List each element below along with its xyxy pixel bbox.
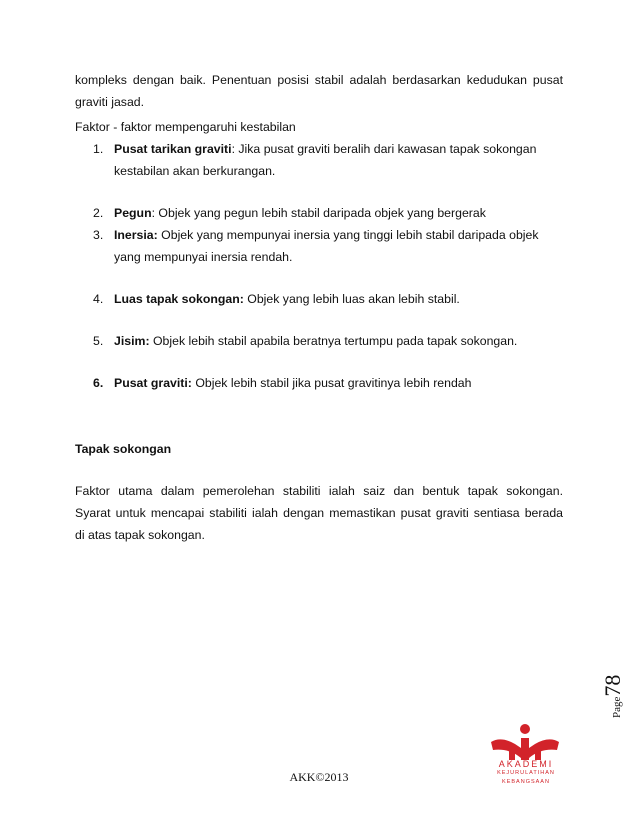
list-number: 6. [93, 376, 104, 390]
factors-heading: Faktor - faktor mempengaruhi kestabilan [75, 120, 296, 134]
footer-copyright: AKK©2013 [289, 770, 349, 784]
list-text: Objek yang pegun lebih stabil daripada objek yang bergerak [158, 206, 486, 220]
list-term: Pegun [114, 206, 152, 220]
list-term: Pusat graviti: [114, 376, 192, 390]
list-term: Pusat tarikan graviti [114, 142, 232, 156]
list-text: Objek yang lebih luas akan lebih stabil. [247, 292, 460, 306]
list-item [93, 138, 563, 182]
logo-line-2: KEJURULATIHAN [497, 770, 555, 776]
list-number: 5. [93, 334, 104, 348]
intro-line-2: graviti jasad. [75, 95, 145, 109]
list-term: Inersia: [114, 228, 158, 242]
logo-line-3: KEBANGSAAN [502, 779, 550, 785]
list-text: Jika pusat graviti beralih dari kawasan tapak sokongan kestabilan akan berkurangan. [114, 142, 537, 178]
list-text: Objek lebih stabil jika pusat gravitinya lebih rendah [195, 376, 472, 390]
logo-line-1: AKADEMI [498, 759, 554, 769]
list-number: 1. [93, 142, 104, 156]
page-number-value: 78 [600, 674, 625, 697]
page-number [590, 640, 630, 720]
list-item [93, 202, 563, 224]
intro-paragraph [75, 69, 563, 113]
page-label: Page [611, 696, 623, 718]
list-text: Objek lebih stabil apabila beratnya tertumpu pada tapak sokongan. [152, 334, 518, 348]
list-item [93, 330, 563, 352]
list-separator: : [231, 142, 239, 156]
list-item [93, 372, 563, 394]
section-line-1: Faktor utama dalam pemerolehan stabiliti ialah saiz dan bentuk tapak sokongan. [75, 484, 563, 498]
list-term: Luas tapak sokongan: [114, 292, 244, 306]
section-title: Tapak sokongan [75, 442, 172, 456]
list-number: 3. [93, 228, 104, 242]
section-line-2: Syarat untuk mencapai stabiliti ialah dengan memastikan pusat graviti sentiasa berada [75, 506, 563, 520]
intro-line-1: kompleks dengan baik. Penentuan posisi stabil adalah berdasarkan kedudukan pusat [75, 73, 563, 87]
list-item [93, 224, 563, 268]
list-text: Objek yang mempunyai inersia yang tinggi lebih stabil daripada objek yang mempunyai inersia rendah. [114, 228, 539, 264]
list-separator: : [151, 206, 159, 220]
list-item [93, 288, 563, 310]
section-body [75, 480, 563, 546]
list-number: 4. [93, 292, 104, 306]
section-line-3: di atas tapak sokongan. [75, 528, 205, 542]
list-term: Jisim: [114, 334, 150, 348]
list-number: 2. [93, 206, 104, 220]
